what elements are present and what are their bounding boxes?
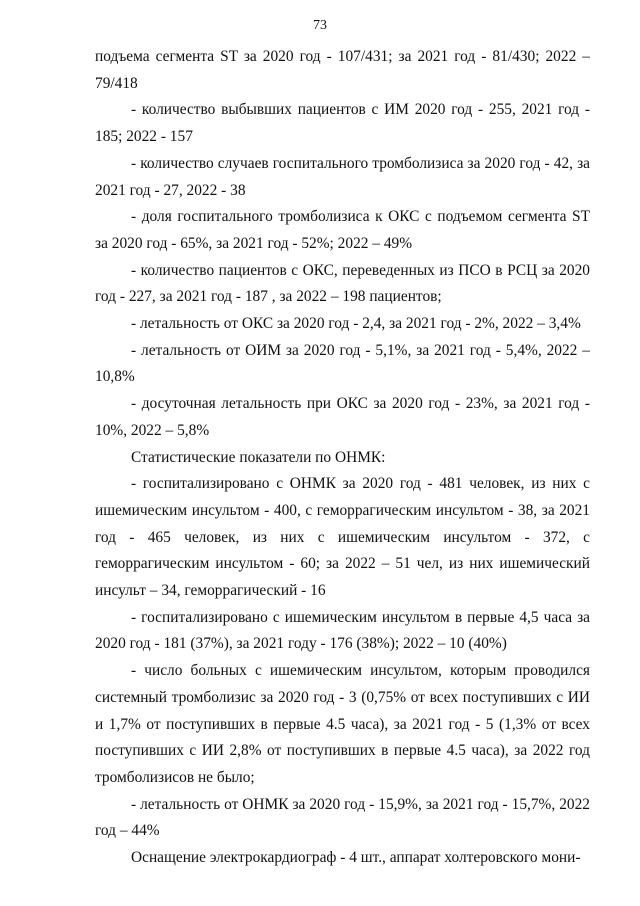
- section-heading: Статистические показатели по ОНМК:: [131, 448, 386, 466]
- document-body: [95, 44, 590, 872]
- paragraph: - количество пациентов с ОКС, переведенных из ПСО в РСЦ за 2020 год - 227, за 2021 год - 187 , за 2022 – 198 пациентов;: [95, 261, 590, 306]
- paragraph: - летальность от ОИМ за 2020 год - 5,1%, за 2021 год - 5,4%, 2022 – 10,8%: [95, 341, 590, 386]
- paragraph: - досуточная летальность при ОКС за 2020 год - 23%, за 2021 год - 10%, 2022 – 5,8%: [95, 395, 590, 439]
- paragraph: - число больных с ишемическим инсультом, которым проводился системный тромболизис за 2020 год - 3 (0,75% от всех поступивших с ИИ и 1,7% от поступивших в первые 4.5 часа), за 2021 год - 5 (1,3% от всех поступивших с ИИ 2,8% от поступивших в первые 4.5 часа), за 2022 год тромболизисов не было;: [95, 662, 590, 786]
- paragraph: Оснащение электрокардиограф - 4 шт., аппарат холтеровского мони-: [131, 849, 581, 867]
- paragraph: - госпитализировано с ОНМК за 2020 год - 481 человек, из них с ишемическим инсультом - 400, с геморрагическим инсультом - 38, за 2021 год - 465 человек, из них с ишемическим инсультом - 372, с геморрагическим инсультом - 60; за 2022 – 51 чел, из них ишемический инсульт – 34, геморрагический - 16: [95, 475, 590, 600]
- paragraph: - летальность от ОКС за 2020 год - 2,4, за 2021 год - 2%, 2022 – 3,4%: [131, 315, 581, 333]
- page-number: 73: [313, 18, 327, 33]
- paragraph: - госпитализировано с ишемическим инсультом в первые 4,5 часа за 2020 год - 181 (37%), за 2021 году - 176 (38%); 2022 – 10 (40%): [95, 608, 590, 653]
- paragraph: - количество случаев госпитального тромболизиса за 2020 год - 42, за 2021 год - 27, 2022 - 38: [95, 154, 590, 199]
- paragraph: - доля госпитального тромболизиса к ОКС с подъемом сегмента ST за 2020 год - 65%, за 2021 год - 52%; 2022 – 49%: [95, 208, 590, 252]
- paragraph: подъема сегмента ST за 2020 год - 107/431; за 2021 год - 81/430; 2022 – 79/418: [95, 48, 590, 92]
- paragraph: - количество выбывших пациентов с ИМ 2020 год - 255, 2021 год - 185; 2022 - 157: [95, 101, 590, 146]
- paragraph: - летальность от ОНМК за 2020 год - 15,9%, за 2021 год - 15,7%, 2022 год – 44%: [95, 795, 590, 840]
